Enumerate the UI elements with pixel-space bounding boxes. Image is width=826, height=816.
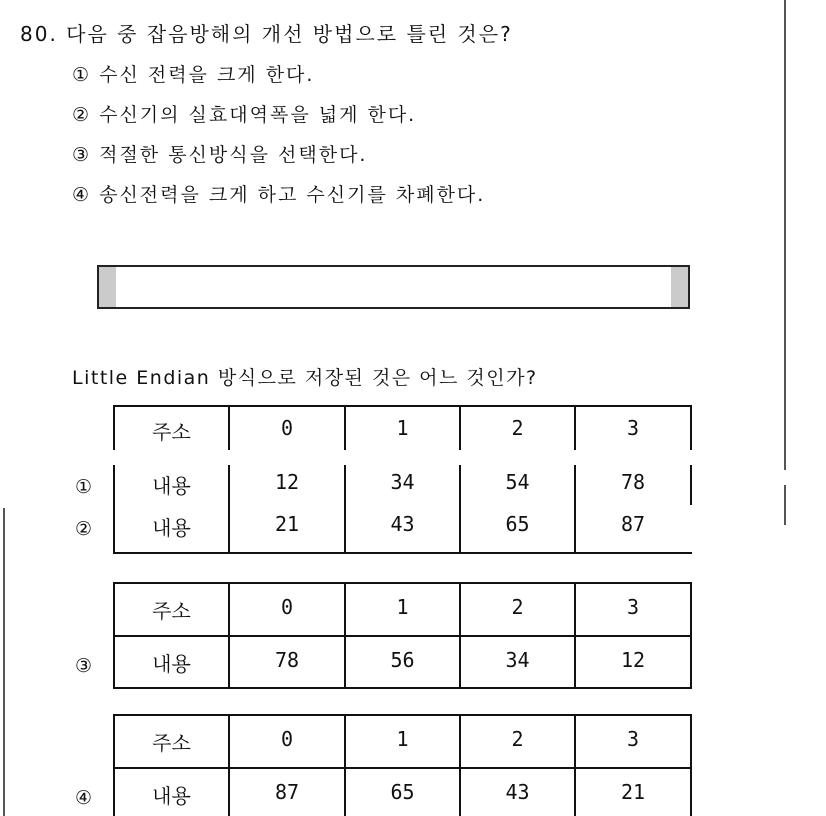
column-divider-right-fragment: [784, 485, 786, 525]
choice-1-marker[interactable]: ①: [75, 476, 93, 498]
option-text: 수신 전력을 크게 한다.: [99, 64, 315, 86]
choice-2-value-2: 65: [505, 512, 530, 536]
row-label: 내용: [152, 652, 191, 676]
row-label: 내용: [152, 474, 191, 498]
header-label: 주소: [152, 599, 191, 623]
address-1: 1: [396, 727, 409, 751]
option-marker: ③: [72, 144, 92, 166]
question-number: 80.: [20, 22, 58, 46]
choice-4-value-3: 21: [620, 780, 646, 804]
choice-2-value-3: 87: [620, 512, 646, 536]
address-1: 1: [396, 595, 409, 619]
separator-cap-left: [99, 267, 116, 307]
column-divider-left: [3, 508, 5, 816]
choice-2-value-1: 43: [390, 512, 415, 536]
choice-1-value-2: 54: [505, 470, 530, 494]
address-1: 1: [396, 416, 409, 440]
choice-1-value-1: 34: [390, 470, 415, 494]
choice-3-value-3: 12: [620, 648, 646, 672]
choice-3-value-2: 34: [505, 648, 530, 672]
address-2: 2: [511, 727, 524, 751]
option-text: 수신기의 실효대역폭을 넓게 한다.: [99, 104, 417, 126]
option-text: 송신전력을 크게 하고 수신기를 차폐한다.: [99, 184, 486, 206]
option-4[interactable]: [72, 180, 485, 207]
address-2: 2: [511, 416, 524, 440]
separator-cap-right: [671, 267, 688, 307]
row-label: 내용: [152, 784, 191, 808]
choice-4-marker[interactable]: ④: [75, 787, 93, 809]
choice-3-marker[interactable]: ③: [75, 655, 93, 677]
address-3: 3: [626, 416, 640, 440]
choice-4-value-2: 43: [505, 780, 530, 804]
choice-1-value-0: 12: [274, 470, 300, 494]
address-3: 3: [626, 727, 640, 751]
endian-question-text: Little Endian 방식으로 저장된 것은 어느 것인가?: [72, 367, 538, 389]
address-3: 3: [626, 595, 640, 619]
option-3[interactable]: [72, 140, 367, 167]
choice-3-value-1: 56: [390, 648, 415, 672]
column-divider-right: [784, 0, 786, 470]
address-0: 0: [280, 727, 294, 751]
header-label: 주소: [152, 420, 191, 444]
option-2[interactable]: [72, 100, 416, 127]
question-text: 다음 중 잡음방해의 개선 방법으로 틀린 것은?: [66, 22, 513, 46]
choice-2-value-0: 21: [274, 512, 300, 536]
address-0: 0: [280, 416, 294, 440]
header-label: 주소: [152, 731, 191, 755]
option-1[interactable]: [72, 60, 314, 87]
question-80-title: [20, 18, 513, 47]
option-marker: ②: [72, 104, 92, 126]
address-0: 0: [280, 595, 294, 619]
option-text: 적절한 통신방식을 선택한다.: [99, 144, 368, 166]
option-marker: ①: [72, 64, 92, 86]
option-marker: ④: [72, 184, 92, 206]
row-label: 내용: [152, 516, 191, 540]
choice-1-value-3: 78: [620, 470, 646, 494]
choice-4-value-1: 65: [390, 780, 415, 804]
choice-4-value-0: 87: [274, 780, 300, 804]
separator-bar: [97, 265, 690, 309]
choice-2-marker[interactable]: ②: [75, 518, 93, 540]
address-2: 2: [511, 595, 524, 619]
choice-3-value-0: 78: [274, 648, 300, 672]
